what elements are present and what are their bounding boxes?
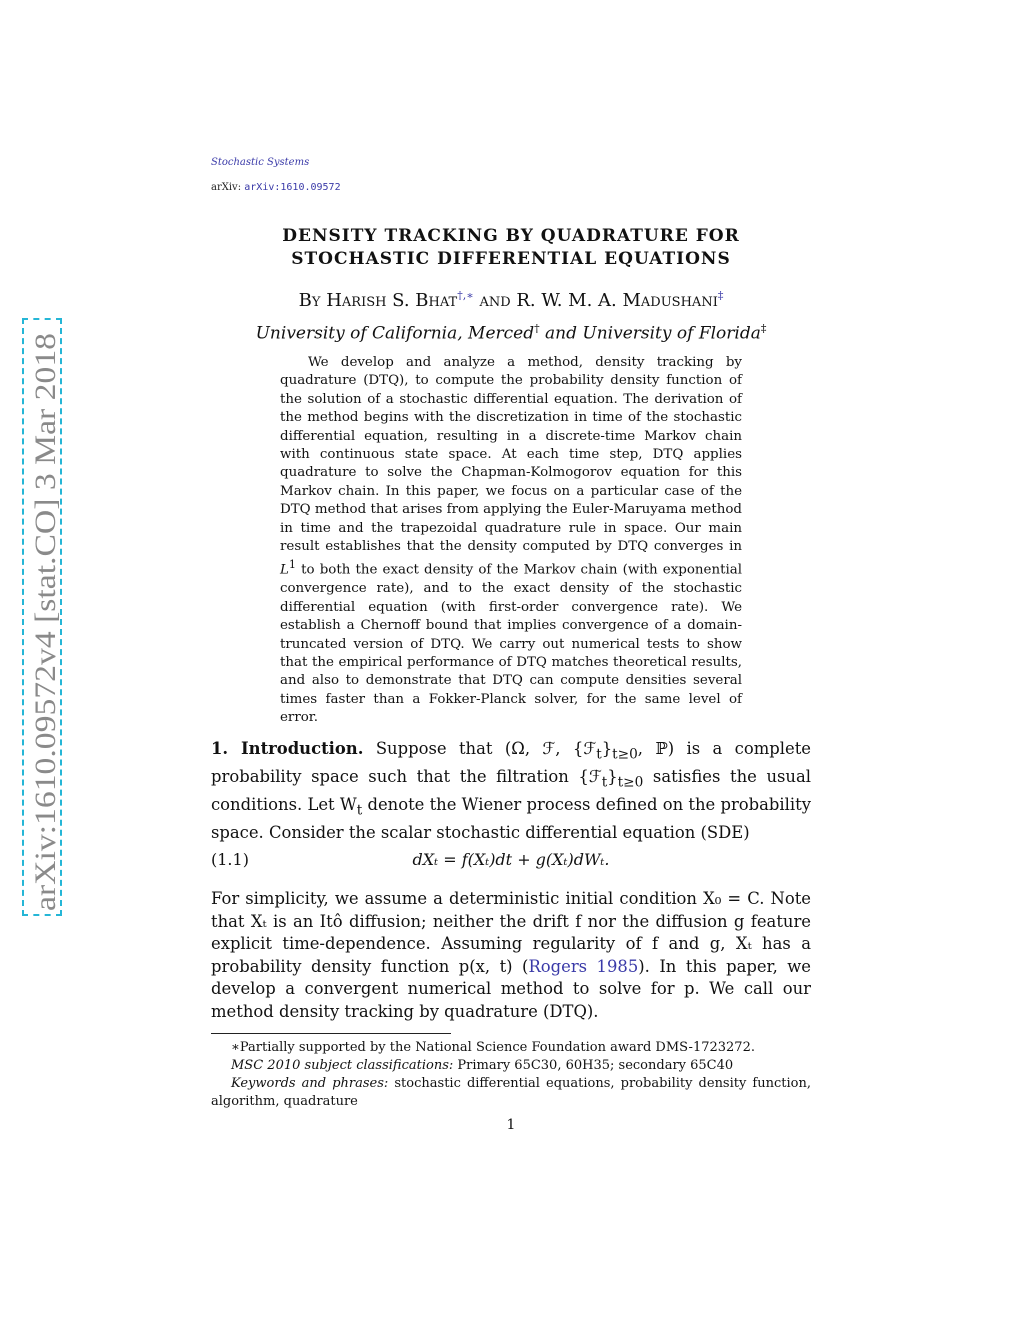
para2-text-a: For simplicity, we assume a deterministic initial condition X₀ = C. Note that Xₜ is an Itô diffusion; neither the drift f nor the diffusion g feature explicit time-dependence. Assuming regularity of f and g, Xₜ has a probability density function p(x, t) ( (211, 889, 811, 976)
abstract (280, 354, 742, 728)
institution-2-mark: ‡ (760, 322, 767, 335)
footnote-msc (211, 1057, 811, 1075)
intro-text-a: Suppose that (Ω, ℱ, {ℱ (375, 739, 597, 758)
section-heading: 1. Introduction. (211, 739, 364, 758)
intro-sub-tge0-1: t≥0 (612, 746, 638, 763)
keywords-label: Keywords and phrases: (231, 1076, 389, 1091)
footnote-keywords (211, 1075, 811, 1111)
intro-text-f: denote the Wiener process defined on the probability space. Consider the scalar stochastic differential equation (SDE) (211, 794, 811, 842)
introduction-paragraph (211, 738, 811, 844)
author-line (211, 289, 811, 311)
l1-norm: L (280, 562, 289, 578)
arxiv-id-link[interactable]: arXiv:1610.09572 (244, 182, 341, 193)
author-2-marks[interactable]: ‡ (717, 289, 724, 302)
msc-label: MSC 2010 subject classifications: (231, 1058, 454, 1073)
intro-text-b: } (601, 739, 613, 758)
keywords-text: stochastic differential equations, probability density function, algorithm, quadrature (211, 1076, 811, 1109)
by-label: By (298, 290, 321, 311)
institution-1-mark: † (534, 322, 540, 335)
abstract-part-1: We develop and analyze a method, density tracking by quadrature (DTQ), to compute the probability density function of the solution of a stochastic differential equation. The derivation of the method begins with the discretization in time of the stochastic differential equation, resulting in a discrete-time Markov chain with continuous state space. At each time step, DTQ applies quadrature to solve the Chapman-Kolmogorov equation for this Markov chain. In this paper, we focus on a particular case of the DTQ method that arises from applying the Euler-Maruyama method in time and the trapezoidal quadrature rule in space. Our main result establishes that the density computed by DTQ converges in (280, 355, 742, 555)
title-line-2: STOCHASTIC DIFFERENTIAL EQUATIONS (291, 249, 731, 269)
intro-sub-tge0-2: t≥0 (617, 774, 644, 791)
msc-text: Primary 65C30, 60H35; secondary 65C40 (457, 1058, 734, 1073)
author-1-marks[interactable]: †,∗ (457, 289, 474, 302)
l1-norm-exp: 1 (288, 558, 297, 572)
intro-text-d: } (607, 766, 618, 786)
sde-equation: dXₜ = f(Xₜ)dt + g(Xₜ)dWₜ. (412, 850, 610, 869)
second-paragraph (211, 888, 811, 1024)
citation-link[interactable]: Rogers 1985 (528, 956, 639, 976)
arxiv-prefix: arXiv: (211, 182, 242, 193)
author-2: R. W. M. A. Madushani (516, 290, 718, 311)
affil-and: and (545, 323, 577, 344)
intro-sub-t: t (596, 746, 602, 763)
intro-text-e: satisfies the usual conditions. Let W (211, 766, 811, 814)
watermark-text: arXiv:1610.09572v4 [stat.CO] 3 Mar 2018 (29, 396, 62, 911)
affiliation-line (211, 322, 811, 344)
title-line-1: DENSITY TRACKING BY QUADRATURE FOR (282, 226, 740, 246)
journal-name[interactable]: Stochastic Systems (211, 157, 310, 168)
page-number: 1 (506, 1117, 516, 1133)
intro-sub-t-3: t (356, 802, 363, 819)
footnote-funding: ∗Partially supported by the National Science Foundation award DMS-1723272. (231, 1040, 755, 1055)
arxiv-watermark (22, 318, 62, 916)
institution-1: University of California, Merced (255, 323, 535, 344)
institution-2: University of Florida (582, 323, 761, 344)
watermark-svg (24, 320, 64, 918)
footnote-rule (211, 1033, 451, 1034)
para2-text-b: ). In this paper, we develop a convergent numerical method to solve for p. We call our method density tracking by quadrature (DTQ). (211, 956, 811, 1021)
equation-number: (1.1) (211, 850, 249, 869)
arxiv-line (211, 182, 341, 193)
author-1: Harish S. Bhat (326, 290, 458, 311)
abstract-part-2: to both the exact density of the Markov chain (with exponential convergence rate), and to the exact density of the stochastic differential equation (with first-order convergence rate). We establish a Chernoff bound that implies convergence of a domain-truncated version of DTQ. We carry out numerical tests to show that the empirical performance of DTQ matches theoretical results, and also to demonstrate that DTQ can compute densities several times faster than a Fokker-Planck solver, for the same level of error. (280, 562, 743, 726)
and-label: and (479, 290, 511, 311)
intro-text-c: , ℙ) is a complete probability space such that the filtration {ℱ (211, 739, 811, 786)
intro-sub-t-2: t (601, 774, 608, 791)
